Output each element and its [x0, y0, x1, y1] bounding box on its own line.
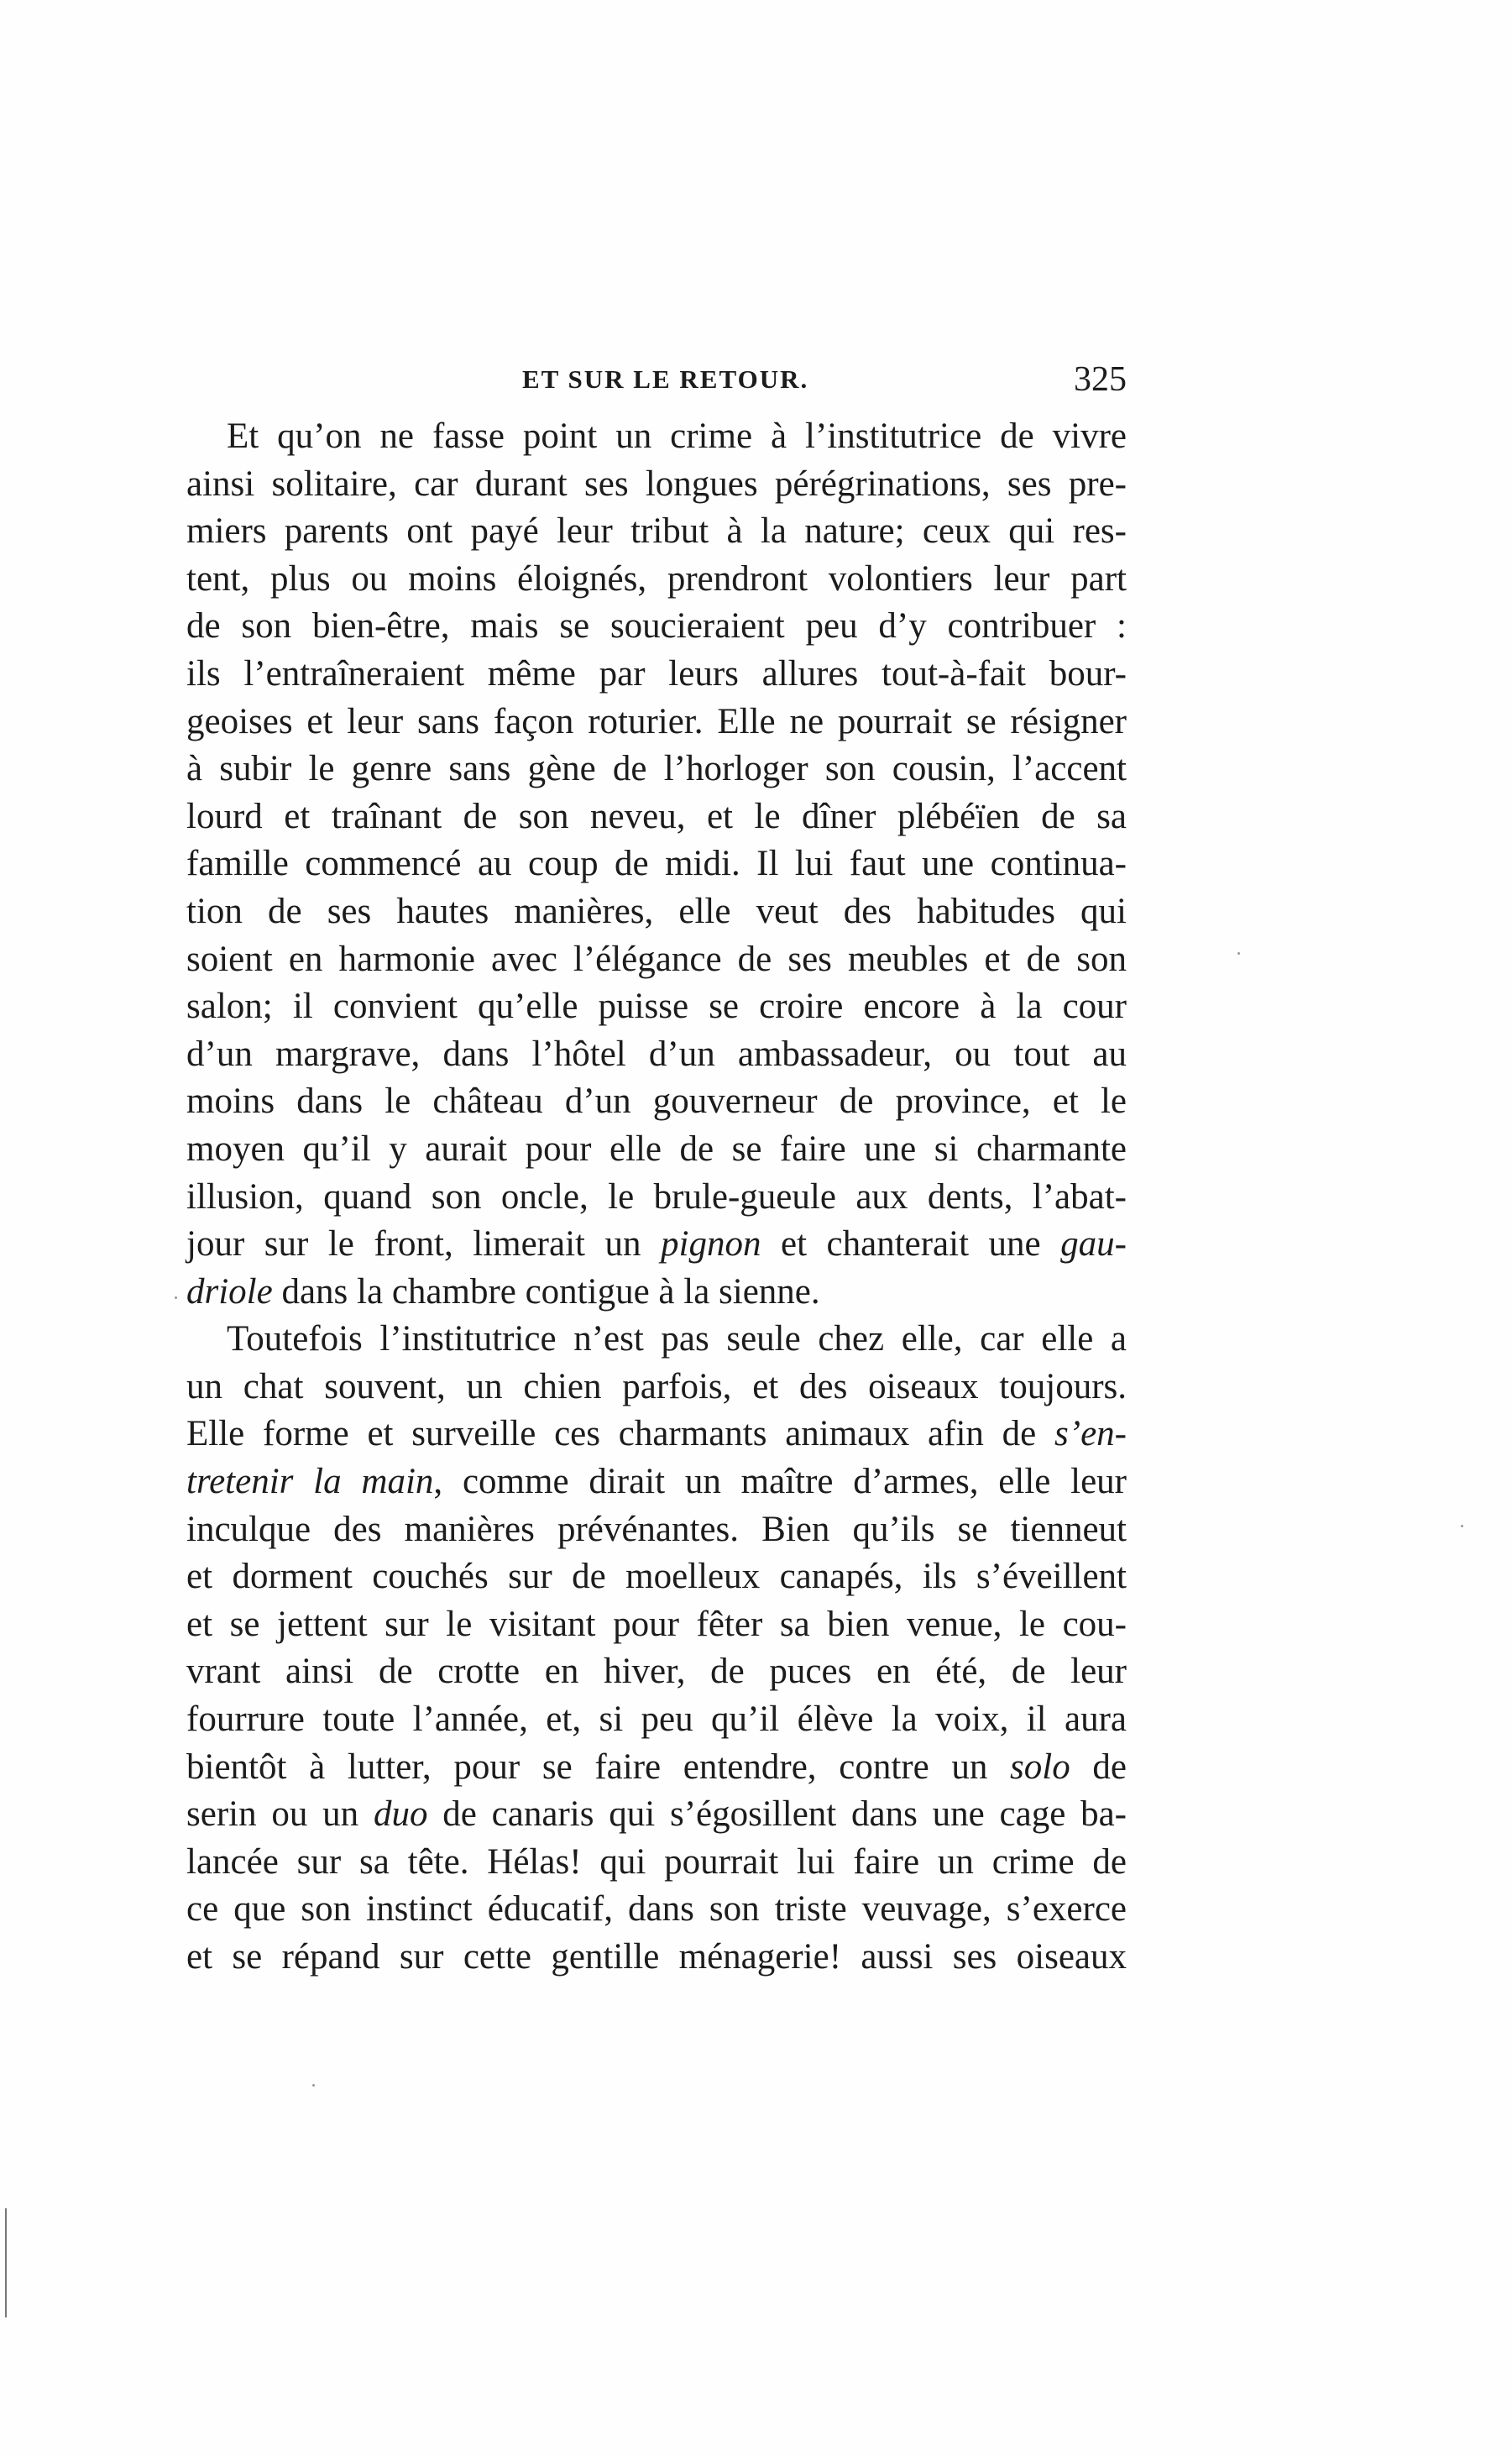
italic-word: duo [374, 1794, 428, 1835]
page-header [522, 359, 1127, 401]
text-line: moyen qu’il y aurait pour elle de se faire une si charmante [186, 1129, 1127, 1169]
text-line: tion de ses hautes manières, elle veut des habitudes qui [186, 891, 1127, 931]
text-line: geoises et leur sans façon roturier. Elle ne pourrait se résigner [186, 701, 1127, 741]
text-line: ils l’entraîneraient même par leurs allures tout-à-fait bour- [186, 653, 1127, 694]
text-segment: Elle forme et surveille ces charmants animaux afin de [186, 1414, 1055, 1454]
italic-word: solo [1010, 1746, 1070, 1787]
text-segment: dans la chambre contigue à la sienne. [272, 1271, 820, 1312]
text-line: salon; il convient qu’elle puisse se croire encore à la cour [186, 987, 1127, 1027]
italic-word: gau- [1060, 1224, 1127, 1265]
paper-speck [175, 1296, 177, 1299]
text-line: et se jettent sur le visitant pour fêter sa bien venue, le cou- [186, 1604, 1127, 1644]
text-line: et dorment couchés sur de moelleux canapés, ils s’éveillent [186, 1557, 1127, 1597]
text-line: un chat souvent, un chien parfois, et des oiseaux toujours. [186, 1366, 1127, 1406]
italic-word: s’en- [1054, 1414, 1127, 1454]
scan-margin-line [5, 2208, 7, 2317]
text-line [186, 1458, 1127, 1506]
text-segment: bientôt à lutter, pour se faire entendre, contre un [186, 1746, 1011, 1787]
text-line: d’un margrave, dans l’hôtel d’un ambassadeur, ou tout au [186, 1034, 1127, 1074]
text-line: à subir le genre sans gène de l’horloger son cousin, l’accent [186, 749, 1127, 789]
text-line: ainsi solitaire, car durant ses longues pérégrinations, ses pre- [186, 463, 1127, 504]
text-line: vrant ainsi de crotte en hiver, de puces en été, de leur [186, 1652, 1127, 1692]
text-line: fourrure toute l’année, et, si peu qu’il élève la voix, il aura [186, 1699, 1127, 1740]
paper-speck [1237, 952, 1240, 955]
text-line: lourd et traînant de son neveu, et le dîner plébéïen de sa [186, 796, 1127, 836]
paper-speck [312, 2084, 315, 2087]
text-line [186, 1411, 1127, 1458]
text-line: tent, plus ou moins éloignés, prendront volontiers leur part [186, 558, 1127, 599]
text-line: famille commencé au coup de midi. Il lui faut une continua- [186, 844, 1127, 884]
text-segment: jour sur le front, limerait un [186, 1224, 662, 1265]
italic-word: pignon [661, 1224, 761, 1265]
text-line [186, 1791, 1127, 1839]
text-line: soient en harmonie avec l’élégance de ses meubles et de son [186, 939, 1127, 979]
text-line: Et qu’on ne fasse point un crime à l’institutrice de vivre [227, 416, 1127, 456]
text-segment: de [1070, 1746, 1127, 1787]
text-line: lancée sur sa tête. Hélas! qui pourrait lui faire un crime de [186, 1841, 1127, 1882]
text-segment: , comme dirait un maître d’armes, elle leur [433, 1462, 1127, 1502]
page-number: 325 [1074, 360, 1127, 399]
text-line: illusion, quand son oncle, le brule-gueule aux dents, l’abat- [186, 1176, 1127, 1217]
text-line [186, 1269, 1127, 1317]
text-line: Toutefois l’institutrice n’est pas seule chez elle, car elle a [227, 1319, 1127, 1359]
italic-word: driole [186, 1271, 273, 1312]
text-line: et se répand sur cette gentille ménagerie! aussi ses oiseaux [186, 1937, 1127, 1977]
text-segment: et chanterait une [761, 1224, 1061, 1265]
paper-speck [1461, 1525, 1463, 1527]
text-line: moins dans le château d’un gouverneur de province, et le [186, 1081, 1127, 1122]
text-line: de son bien-être, mais se soucieraient peu d’y contribuer : [186, 606, 1127, 647]
text-line: ce que son instinct éducatif, dans son triste veuvage, s’exerce [186, 1889, 1127, 1930]
text-line: miers parents ont payé leur tribut à la nature; ceux qui res- [186, 511, 1127, 552]
italic-word: tretenir la main [186, 1462, 434, 1502]
text-line [186, 1744, 1127, 1792]
running-head: ET SUR LE RETOUR. [522, 364, 809, 394]
text-line [186, 1221, 1127, 1269]
text-segment: serin ou un [186, 1794, 374, 1835]
text-segment: de canaris qui s’égosillent dans une cage ba- [427, 1794, 1127, 1835]
body-text [186, 413, 1127, 1982]
text-line: inculque des manières prévénantes. Bien qu’ils se tienneut [186, 1509, 1127, 1549]
